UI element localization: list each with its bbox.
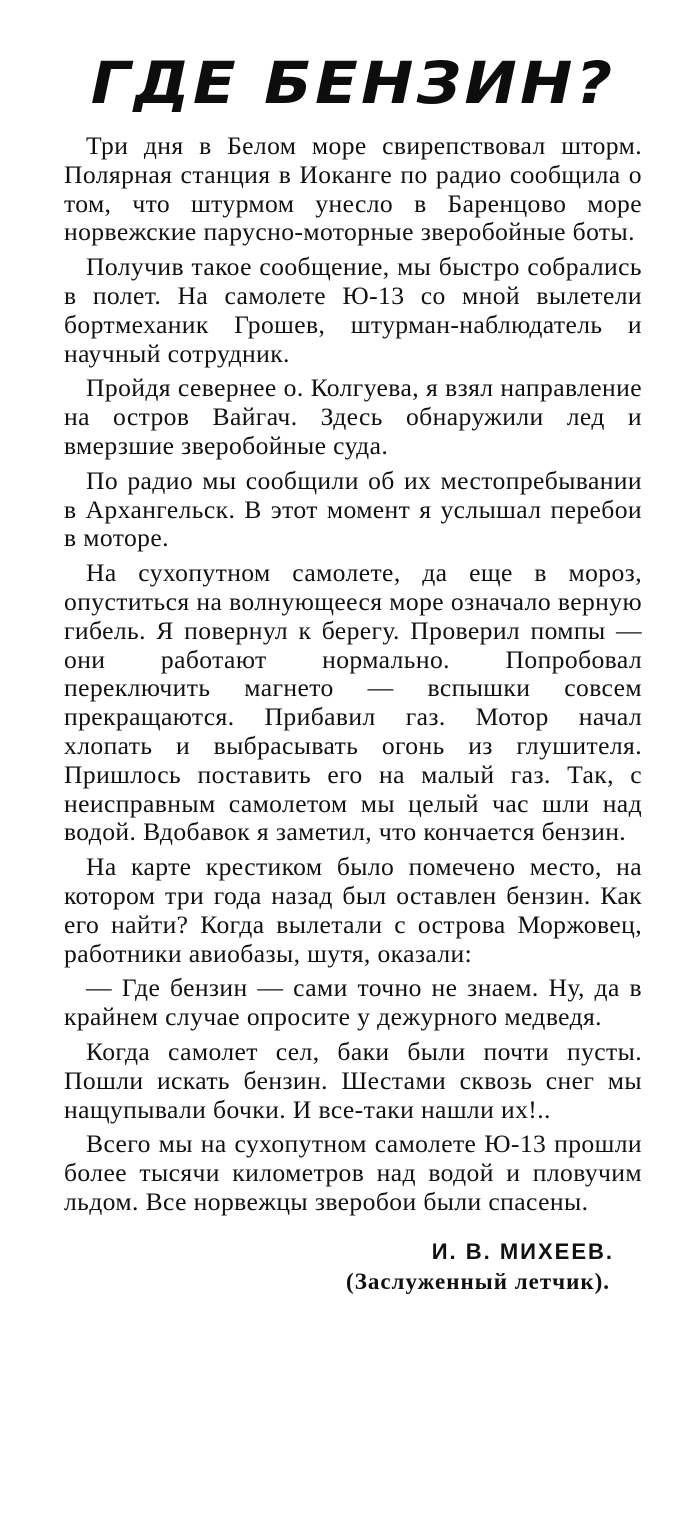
article [64,48,642,1297]
paragraph-1: Три дня в Белом море свирепствовал шторм. Полярная станция в Иоканге по радио сообщила о том, что штурмом унесло в Баренцово море норвежские парусно-моторные зверобойные боты. [64,131,642,247]
paragraph-4: По радио мы сообщили об их местопребывании в Архангельск. В этот момент я услышал перебои в моторе. [64,465,642,553]
paragraph-2: Получив такое сообщение, мы быстро собрались в полет. На самолете Ю-13 со мной вылетели бортмеханик Грошев, штурман-наблюдатель и научный сотрудник. [64,252,642,368]
paragraph-7: — Где бензин — сами точно не знаем. Ну, да в крайнем случае опросите у дежурного медведя. [64,973,642,1032]
author-role: (Заслуженный летчик). [346,1268,610,1294]
paragraph-5: На сухопутном самолете, да еще в мороз, опуститься на волнующееся море означало верную гибель. Я повернул к берегу. Проверил помпы — они работают нормально. Попробовал переключить магнето — вспышки совсем прекращаются. Прибавил газ. Мотор начал хлопать и выбрасывать огонь из глушителя. Пришлось поставить его на малый газ. Так, с неисправным самолетом мы целый час шли над водой. Вдобавок я заметил, что кончается бензин. [64,558,642,847]
article-body [64,132,642,1217]
author-name: И. В. МИХЕЕВ. [431,1238,614,1264]
article-title: ГДЕ БЕНЗИН? [90,49,616,117]
paragraph-6: На карте крестиком было помечено место, на котором три года назад был оставлен бензин. Как его найти? Когда вылетали с острова Моржовец, работники авиобазы, шутя, оказали: [64,852,642,968]
paragraph-8: Когда самолет сел, баки были почти пусты. Пошли искать бензин. Шестами сквозь снег мы нащупывали бочки. И все-таки нашли их!.. [64,1036,642,1124]
paragraph-9: Всего мы на сухопутном самолете Ю-13 прошли более тысячи километров над водой и пловучим льдом. Все норвежцы зверобои были спасены. [64,1129,642,1216]
paragraph-3: Пройдя севернее о. Колгуева, я взял направление на остров Вайгач. Здесь обнаружили лед и вмерзшие зверобойные суда. [64,373,642,460]
